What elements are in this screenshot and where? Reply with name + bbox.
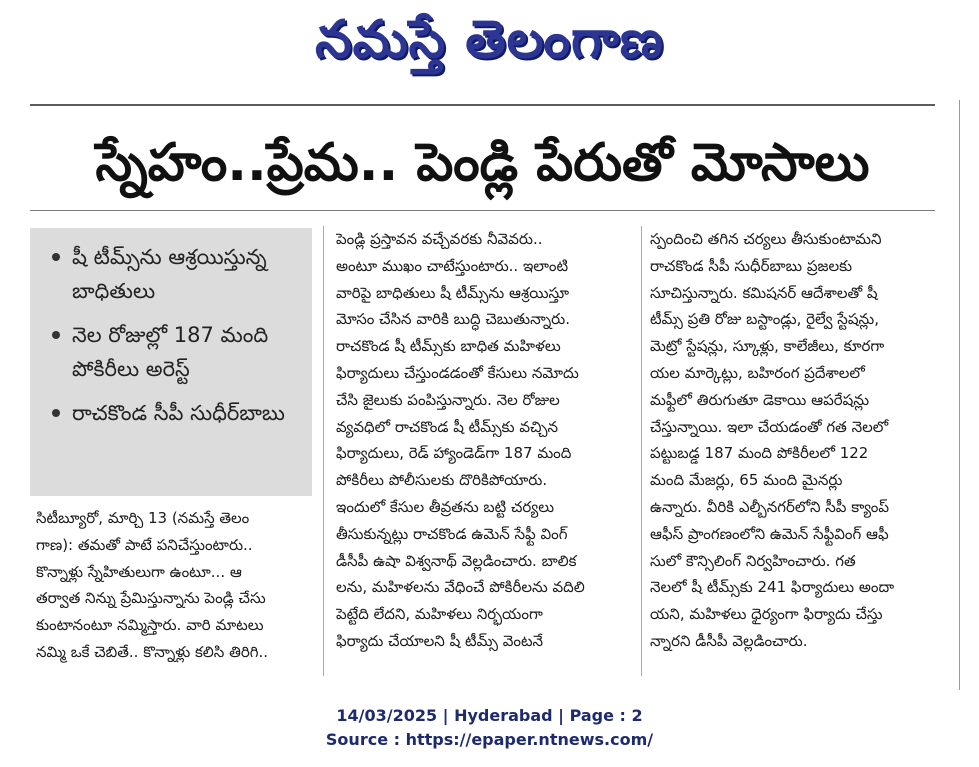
body-line: కొన్నాళ్లు స్నేహితులుగా ఉంటూ... ఆ [36, 562, 242, 581]
body-line: టీమ్స్ ప్రతి రోజు బస్టాండ్లు, రైల్వే స్టేషన్లు, [650, 310, 880, 329]
highlight-text: నెల రోజుల్లో 187 మంది పోకిరీలు అరెస్ట్ [72, 323, 269, 381]
body-line: రాచకొండ సీపీ సుధీర్‌బాబు ప్రజలకు [650, 256, 853, 275]
bullet-icon [52, 253, 60, 261]
highlights-box [30, 228, 312, 496]
body-line: చేసి జైలుకు పంపిస్తున్నారు. నెల రోజుల [336, 390, 560, 409]
footer-date-line: 14/03/2025 | Hyderabad | Page : 2 [336, 706, 643, 725]
body-line: స్పందించి తగిన చర్యలు తీసుకుంటామని [650, 230, 882, 248]
masthead-title: నమస్తే తెలంగాణ [315, 10, 664, 70]
highlight-text: రాచకొండ సీపీ సుధీర్‌బాబు [72, 401, 285, 425]
footer-source-line: Source : https://epaper.ntnews.com/ [325, 730, 654, 749]
body-line: మోసం చేసిన వారికి బుద్ధి చెబుతున్నారు. [336, 310, 570, 329]
body-line: యని, మహిళలు ధైర్యంగా ఫిర్యాదు చేస్తు [650, 605, 883, 624]
body-line: ఫిర్యాదు చేయాలని షీ టీమ్స్ వెంటనే [336, 631, 544, 650]
page-footer [0, 704, 979, 752]
body-line: డీసీపీ ఉషా విశ్వనాథ్ వెల్లడించారు. బాలిక [336, 551, 577, 570]
body-line: ఆఫీస్ ప్రాంగణంలోని ఉమెన్ సేఫ్టీవింగ్ ఆఫీ [650, 524, 889, 543]
body-line: కుంటానంటూ నమ్మిస్తారు. వారి మాటలు [36, 616, 264, 635]
article-column-2 [336, 226, 632, 674]
body-line: తీసుకున్నట్లు రాచకొండ ఉమెన్ సేఫ్టీ వింగ్ [336, 524, 568, 543]
highlight-item [52, 240, 302, 308]
bullet-icon [52, 409, 60, 417]
body-line: సూచిస్తున్నారు. కమిషనర్ ఆదేశాలతో షీ [650, 283, 878, 302]
body-line: వ్యవధిలో రాచకొండ షీ టీమ్స్‌కు వచ్చిన [336, 417, 559, 436]
headline-rule [30, 210, 935, 211]
body-line: పెట్టేది లేదని, మహిళలు నిర్భయంగా [336, 605, 543, 624]
body-line: గాణ): తమతో పాటే పనిచేస్తుంటారు.. [36, 535, 253, 554]
article-headline: స్నేహం..ప్రేమ.. పెండ్లి పేరుతో మోసాలు [95, 133, 870, 193]
column-divider [323, 226, 324, 676]
body-line: నమ్మి ఒకే చెబితే.. కొన్నాళ్లు కలిసి తిరిగి.. [36, 642, 269, 661]
body-line: అంటూ ముఖం చాటేస్తుంటారు.. ఇలాంటి [336, 256, 569, 275]
body-line: చేస్తున్నాయి. ఇలా చేయడంతో గత నెలలో [650, 417, 889, 436]
bullet-icon [52, 331, 60, 339]
article-column-3 [650, 226, 938, 674]
body-line: యల మార్కెట్లు, బహిరంగ ప్రదేశాలలో [650, 363, 865, 382]
body-line: పట్టుబడ్డ 187 మంది పోకిరీలలో 122 [650, 444, 869, 463]
body-line: మంది మేజర్లు, 65 మంది మైనర్లు [650, 471, 843, 490]
column-divider [641, 226, 642, 676]
body-line: రాచకొండ షీ టీమ్స్‌కు బాధిత మహిళలు [336, 337, 561, 356]
body-line: పోకిరీలు పోలీసులకు దొరికిపోయారు. [336, 471, 548, 490]
highlight-item [52, 318, 302, 386]
newspaper-masthead [0, 4, 979, 76]
body-line: మఫ్టీలో తిరుగుతూ డెకాయి ఆపరేషన్లు [650, 390, 870, 409]
body-line: ఇందులో కేసుల తీవ్రతను బట్టి చర్యలు [336, 497, 555, 516]
body-line: న్నారని డీసీపీ వెల్లడించారు. [650, 631, 808, 650]
body-line: లను, మహిళలను వేధించే పోకిరీలను వదిలి [336, 578, 585, 597]
body-line: పెండ్లి ప్రస్తావన వచ్చేవరకు నీవెవరు.. [336, 230, 543, 248]
highlight-text: షీ టీమ్స్‌ను ఆశ్రయిస్తున్న బాధితులు [72, 245, 267, 303]
page-right-border [959, 100, 960, 690]
article-column-1 [36, 505, 312, 673]
body-line: ఫిర్యాదులు, రెడ్ హ్యాండెడ్‌గా 187 మంది [336, 444, 572, 463]
top-rule [30, 104, 935, 106]
body-line: మెట్రో స్టేషన్లు, స్కూళ్లు, కాలేజీలు, కూరగా [650, 337, 885, 356]
body-line: ఉన్నారు. వీరికి ఎల్బీనగర్‌లోని సీపీ క్యాంప్ [650, 497, 890, 516]
highlight-item [52, 396, 302, 430]
body-line: ఫిర్యాదులు చేస్తుండడంతో కేసులు నమోదు [336, 363, 579, 382]
body-line: తర్వాత నిన్ను ప్రేమిస్తున్నాను పెండ్లి చేసు [36, 589, 266, 608]
body-line: వారిపై బాధితులు షీ టీమ్స్‌ను ఆశ్రయిస్తూ [336, 283, 570, 302]
body-line: సిటీబ్యూరో, మార్చి 13 (నమస్తే తెలం [36, 509, 250, 527]
body-line: నెలలో షీ టీమ్స్‌కు 241 ఫిర్యాదులు అందా [650, 578, 895, 597]
body-line: సులో కౌన్సిలింగ్ నిర్వహించారు. గత [650, 551, 856, 570]
